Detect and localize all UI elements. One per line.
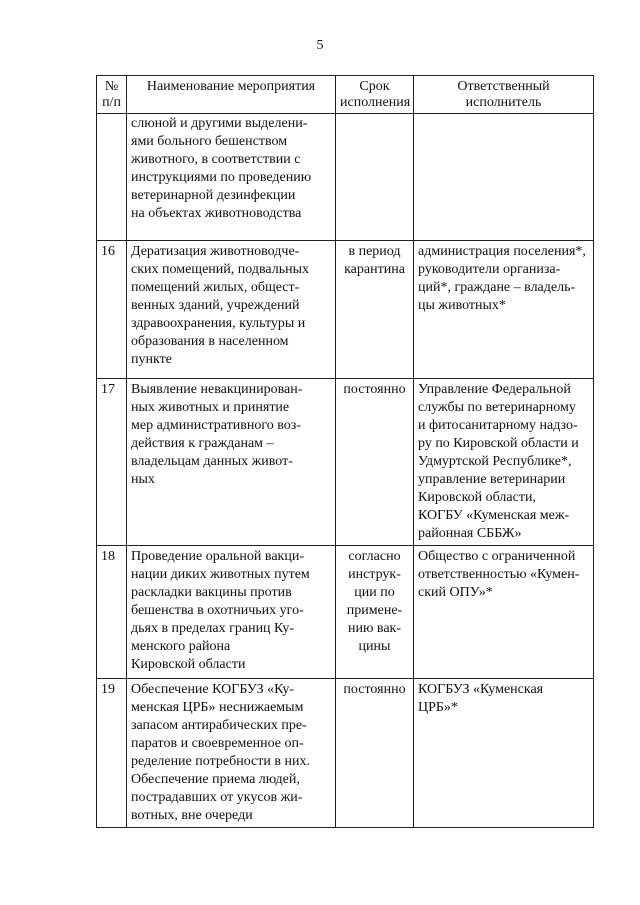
cell-responsible bbox=[414, 241, 594, 379]
cell-line: ский ОПУ»* bbox=[418, 585, 493, 600]
cell-line: постоянно bbox=[343, 382, 406, 397]
cell-line: Выявление невакцинирован- bbox=[131, 382, 303, 397]
cell-name bbox=[127, 546, 336, 679]
cell-line: здравоохранения, культуры и bbox=[131, 316, 306, 331]
cell-line: ру по Кировской области и bbox=[418, 436, 579, 451]
cell-line: ределение потребности в них. bbox=[131, 754, 310, 769]
cell-term bbox=[336, 379, 414, 546]
cell-line: Кировской области bbox=[131, 657, 246, 672]
cell-term bbox=[336, 546, 414, 679]
cell-line: Управление Федеральной bbox=[418, 382, 571, 397]
cell-line: администрация поселения*, bbox=[418, 244, 586, 259]
cell-line: мер административного воз- bbox=[131, 418, 301, 433]
cell-line: ответственностью «Кумен- bbox=[418, 567, 580, 582]
header-responsible-line: исполнитель bbox=[465, 95, 542, 110]
cell-line: животного, в соответствии с bbox=[131, 152, 301, 167]
cell-line: КОГБУ «Куменская меж- bbox=[418, 508, 570, 523]
cell-line: управление ветеринарии bbox=[418, 472, 566, 487]
cell-line: КОГБУЗ «Куменская bbox=[418, 682, 544, 697]
header-responsible bbox=[414, 76, 594, 114]
table-row bbox=[97, 679, 594, 828]
cell-line: венных зданий, учреждений bbox=[131, 298, 300, 313]
cell-number bbox=[97, 114, 127, 241]
cell-line: ями больного бешенством bbox=[131, 134, 288, 149]
cell-line: цины bbox=[358, 639, 391, 654]
header-responsible-line: Ответственный bbox=[457, 79, 550, 94]
cell-line: вотных, вне очереди bbox=[131, 808, 253, 823]
cell-number: 17 bbox=[97, 379, 127, 546]
header-number-line: № bbox=[104, 79, 119, 94]
cell-number: 16 bbox=[97, 241, 127, 379]
cell-line: владельцам данных живот- bbox=[131, 454, 293, 469]
cell-line: образования в населенном bbox=[131, 334, 289, 349]
cell-line: слюной и другими выделени- bbox=[131, 116, 308, 131]
cell-line: примене- bbox=[346, 603, 403, 618]
cell-line: менского района bbox=[131, 639, 231, 654]
header-term-line: исполнения bbox=[340, 95, 411, 110]
header-number bbox=[97, 76, 127, 114]
cell-line: службы по ветеринарному bbox=[418, 400, 576, 415]
cell-name bbox=[127, 241, 336, 379]
header-term-line: Срок bbox=[359, 79, 390, 94]
cell-responsible bbox=[414, 379, 594, 546]
cell-line: районная СББЖ» bbox=[418, 526, 522, 541]
table-row bbox=[97, 546, 594, 679]
cell-line: ных bbox=[131, 472, 155, 487]
header-term bbox=[336, 76, 414, 114]
table-header-row bbox=[97, 76, 594, 114]
cell-line: карантина bbox=[344, 262, 405, 277]
cell-line: цы животных* bbox=[418, 298, 506, 313]
cell-responsible bbox=[414, 546, 594, 679]
cell-line: ций*, граждане – владель- bbox=[418, 280, 576, 295]
cell-line: ции по bbox=[354, 585, 395, 600]
cell-term bbox=[336, 114, 414, 241]
cell-line: и фитосанитарному надзо- bbox=[418, 418, 578, 433]
cell-line: ветеринарной дезинфекции bbox=[131, 188, 296, 203]
cell-responsible bbox=[414, 679, 594, 828]
cell-line: Дератизация животноводче- bbox=[131, 244, 300, 259]
cell-line: ских помещений, подвальных bbox=[131, 262, 310, 277]
cell-name bbox=[127, 679, 336, 828]
cell-number: 19 bbox=[97, 679, 127, 828]
cell-line: инструкциями по проведению bbox=[131, 170, 312, 185]
cell-line: ЦРБ»* bbox=[418, 700, 458, 715]
header-name: Наименование мероприятия bbox=[127, 76, 336, 114]
cell-line: нию вак- bbox=[347, 621, 402, 636]
cell-term bbox=[336, 679, 414, 828]
cell-line: раскладки вакцины против bbox=[131, 585, 292, 600]
cell-line: нации диких животных путем bbox=[131, 567, 310, 582]
table-row-continuation bbox=[97, 114, 594, 241]
cell-line: пострадавших от укусов жи- bbox=[131, 790, 303, 805]
cell-line: в период bbox=[348, 244, 401, 259]
cell-line: запасом антирабических пре- bbox=[131, 718, 307, 733]
table-row bbox=[97, 379, 594, 546]
cell-term bbox=[336, 241, 414, 379]
cell-line: бешенства в охотничьих уго- bbox=[131, 603, 304, 618]
cell-line: Удмуртской Республике*, bbox=[418, 454, 572, 469]
cell-line: пункте bbox=[131, 352, 172, 367]
cell-line: на объектах животноводства bbox=[131, 206, 302, 221]
measures-table bbox=[96, 75, 594, 828]
cell-responsible bbox=[414, 114, 594, 241]
cell-line: Кировской области, bbox=[418, 490, 536, 505]
cell-number: 18 bbox=[97, 546, 127, 679]
page-number: 5 bbox=[316, 38, 324, 53]
cell-line: ных животных и принятие bbox=[131, 400, 290, 415]
cell-line: Проведение оральной вакци- bbox=[131, 549, 304, 564]
cell-line: руководители организа- bbox=[418, 262, 561, 277]
cell-line: Обеспечение приема людей, bbox=[131, 772, 300, 787]
cell-line: паратов и своевременное оп- bbox=[131, 736, 304, 751]
header-number-line: п/п bbox=[102, 95, 121, 110]
cell-line: Общество с ограниченной bbox=[418, 549, 576, 564]
cell-name bbox=[127, 114, 336, 241]
cell-line: действия к гражданам – bbox=[131, 436, 274, 451]
table-row bbox=[97, 241, 594, 379]
cell-line: постоянно bbox=[343, 682, 406, 697]
cell-line: дьях в пределах границ Ку- bbox=[131, 621, 294, 636]
cell-line: согласно bbox=[348, 549, 401, 564]
cell-line: помещений жилых, общест- bbox=[131, 280, 300, 295]
cell-line: инструк- bbox=[348, 567, 401, 582]
cell-name bbox=[127, 379, 336, 546]
cell-line: Обеспечение КОГБУЗ «Ку- bbox=[131, 682, 295, 697]
cell-line: менская ЦРБ» неснижаемым bbox=[131, 700, 304, 715]
